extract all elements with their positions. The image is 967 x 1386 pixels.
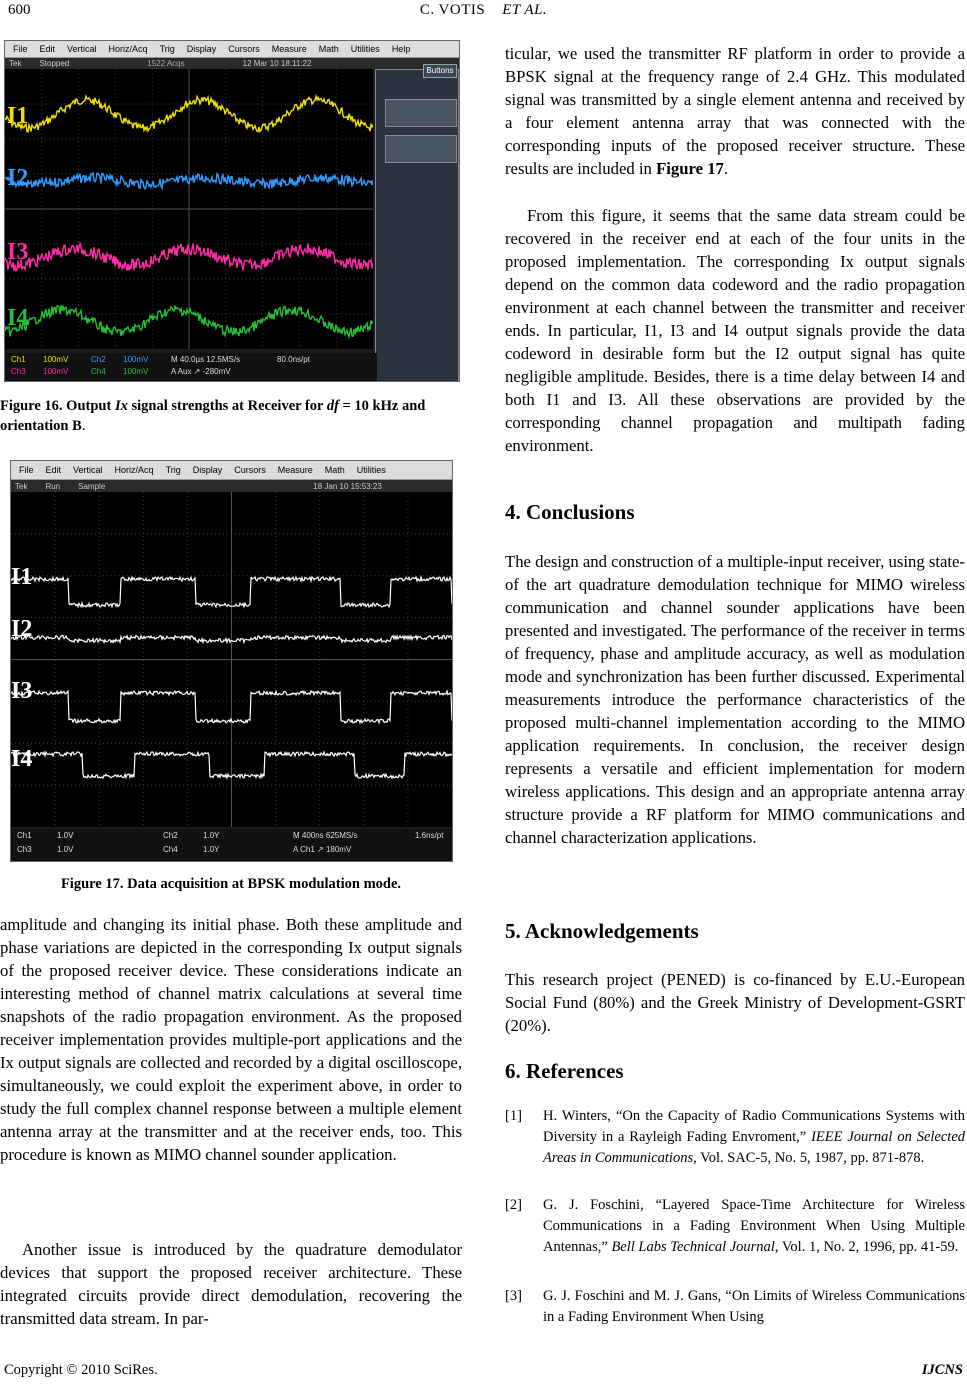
running-authors: C. VOTIS xyxy=(419,2,486,18)
conclusions-paragraph: The design and construction of a multiple-input receiver, using state-of the art quadrature demodulation technique for MIMO wireless communication and channel sounder applications have been presented and investigated. The performance of the receiver in terms of frequency, phase and amplitude accuracy, as well as modulation mode and synchronization has been further discussed. Experimental measurements introduce the performance characteristics of the proposed multi-channel implementation according to the MIMO application requirements. In conclusion, the receiver design represents a versatile and efficient implementation for modern wireless applications. This design and an appropriate antenna array structure provide a RF platform for MIMO communications and channel characterization applications. xyxy=(505,552,965,847)
menu-file[interactable]: File xyxy=(19,465,34,475)
text-run: ticular, we used the transmitter RF platform in order to provide a BPSK signal at the frequency range of 2.4 GHz. This modulated signal was transmitted by a single element antenna and received by a four element antenna array that was connected with the corresponding inputs of the proposed receiver structure. These results are included in xyxy=(505,44,965,178)
menu-trig[interactable]: Trig xyxy=(159,44,175,54)
readout-ch2: Ch2 xyxy=(91,355,106,364)
page-header xyxy=(0,0,967,26)
section-heading-conclusions: 4. Conclusions xyxy=(505,500,635,524)
menu-display[interactable]: Display xyxy=(192,465,223,475)
trace-label-i4: I4 xyxy=(11,746,33,772)
readout-timebase: M 40.0µs 12.5MS/s xyxy=(171,355,241,364)
reference-number: [2] xyxy=(505,1197,522,1213)
figure-17-oscilloscope xyxy=(10,460,453,862)
left-paragraph-2: Another issue is introduced by the quadrature demodulator devices that support the proposed receiver architecture. These integrated circuits provide direct demodulation, recovering the transmitted data stream. In par- xyxy=(0,1240,462,1328)
menu-cursors[interactable]: Cursors xyxy=(228,44,260,54)
reference-number: [1] xyxy=(505,1108,522,1124)
text-run: G. J. Foschini, “Layered Space-Time Architecture for Wireless Communications in a Fading Environment When Using Multiple Antennas,” xyxy=(543,1197,965,1255)
running-etal: ET AL. xyxy=(502,2,548,18)
menu-utilities[interactable]: Utilities xyxy=(350,44,380,54)
trace-label-i2: I2 xyxy=(7,165,29,191)
reference-number: [3] xyxy=(505,1288,522,1304)
readout-ch1: Ch1 xyxy=(17,831,32,840)
right-paragraph-2: From this figure, it seems that the same data stream could be recovered in the receiver end at each of the four units in the proposed implementation. The corresponding Ix output signals depend on the common data codeword and the radio propagation environment at each channel between the transmitter and receiver ends. In particular, I1, I3 and I4 output signals provide the data codeword in desirable form but the I2 output signal has quite negligible amplitude. Besides, there is a time delay between I4 and both I1 and I3. All these observations are provided by the corresponding channel propagation and multipath fading environment. xyxy=(505,206,965,455)
readout-ch1-scale: 1.0V xyxy=(57,831,74,840)
menu-trig[interactable]: Trig xyxy=(165,465,181,475)
reference-1 xyxy=(505,1106,965,1169)
trace-label-i1: I1 xyxy=(11,564,33,590)
left-paragraph-1: amplitude and changing its initial phase. Both these amplitude and phase variations are depicted in the corresponding Ix output signals of the proposed receiver device. These considerations indicate an interesting method of channel matrix calculations at several time snapshots of the radio propagation environment. As the proposed receiver implementation provides multiple-port applications and the Ix output signals are collected and recorded by a digital oscilloscope, simultaneously, we could exploit the experiment above, in order to study the full complex channel response between a multiple element antenna array at the transmitter and at the receiver ends, too. This procedure is known as MIMO channel sounder application. xyxy=(0,915,462,1164)
menu-edit[interactable]: Edit xyxy=(45,465,62,475)
readout-ch2-scale: 1.0Y xyxy=(203,831,220,840)
reference-3 xyxy=(505,1286,965,1328)
section-heading-references: 6. References xyxy=(505,1059,624,1083)
caption-part: df xyxy=(326,398,339,414)
trace-label-i3: I3 xyxy=(7,239,29,265)
side-button-1[interactable] xyxy=(385,99,457,127)
scope-readout xyxy=(5,353,377,381)
scope-readout xyxy=(11,829,452,861)
figure-16-oscilloscope xyxy=(4,40,460,382)
readout-ch3-scale: 100mV xyxy=(43,367,69,376)
trace-label-i1: I1 xyxy=(7,103,29,129)
footer-journal: IJCNS xyxy=(921,1362,963,1378)
buttons-button[interactable]: Buttons xyxy=(423,64,457,78)
right-paragraph-1 xyxy=(505,42,965,180)
readout-sample: 1.6ns/pt xyxy=(415,831,444,840)
menu-cursors[interactable]: Cursors xyxy=(234,465,266,475)
readout-trigger: A Aux ↗ -280mV xyxy=(171,367,231,376)
menu-measure[interactable]: Measure xyxy=(271,44,307,54)
scope-acqs: 1522 Acqs xyxy=(147,59,185,68)
text-run: , Vol. 1, No. 2, 1996, pp. 41-59. xyxy=(774,1239,959,1255)
scope-time: 18 Jan 10 15:53:23 xyxy=(313,481,382,491)
figure-16-caption xyxy=(0,396,462,436)
menu-edit[interactable]: Edit xyxy=(39,44,56,54)
reference-text xyxy=(543,1106,965,1169)
scope-mode: Sample xyxy=(78,481,106,491)
scope-status-bar xyxy=(5,58,459,69)
readout-ch3-scale: 1.0V xyxy=(57,845,74,854)
menu-help[interactable]: Help xyxy=(391,44,411,54)
menu-display[interactable]: Display xyxy=(186,44,217,54)
scope-brand: Tek xyxy=(15,481,28,491)
scope-brand: Tek xyxy=(9,59,22,68)
page-number: 600 xyxy=(8,2,31,18)
scope-state: Run xyxy=(45,481,61,491)
trace-label-i2: I2 xyxy=(11,616,33,642)
readout-ch4: Ch4 xyxy=(91,367,106,376)
scope-state: Stopped xyxy=(39,59,70,68)
acknowledgements-paragraph: This research project (PENED) is co-financed by E.U.-European Social Fund (80%) and the Greek Ministry of Development-GSRT (20%). xyxy=(505,970,965,1035)
menu-horiz-acq[interactable]: Horiz/Acq xyxy=(108,44,148,54)
scope-time: 12 Mar 10 18:11:22 xyxy=(242,59,312,68)
readout-ch1: Ch1 xyxy=(11,355,26,364)
scope-screen xyxy=(5,69,373,349)
menu-vertical[interactable]: Vertical xyxy=(73,465,103,475)
menu-file[interactable]: File xyxy=(13,44,28,54)
scope-status-bar xyxy=(11,480,452,492)
menu-utilities[interactable]: Utilities xyxy=(356,465,386,475)
running-title xyxy=(0,2,967,19)
scope-screen xyxy=(11,492,452,827)
reference-text: G. J. Foschini and M. J. Gans, “On Limits of Wireless Communications in a Fading Environment When Using xyxy=(543,1288,965,1325)
section-heading-acknowledgements: 5. Acknowledgements xyxy=(505,919,699,943)
trace-label-i4: I4 xyxy=(7,305,29,331)
menu-math[interactable]: Math xyxy=(318,44,339,54)
reference-text xyxy=(543,1195,965,1258)
caption-part: . xyxy=(81,418,86,434)
caption-part: = 10 kHz and orientation B xyxy=(0,398,426,434)
readout-sample: 80.0ns/pt xyxy=(277,355,310,364)
reference-2 xyxy=(505,1195,965,1258)
side-button-2[interactable] xyxy=(385,135,457,163)
waveform-display xyxy=(11,492,452,827)
menu-math[interactable]: Math xyxy=(324,465,345,475)
trace-label-i3: I3 xyxy=(11,678,33,704)
caption-part: Figure 16. Output xyxy=(0,398,115,414)
text-run: , Vol. SAC-5, No. 5, 1987, pp. 871-878. xyxy=(693,1150,925,1166)
journal-name: IEEE Journal on Selected Areas in Communications xyxy=(543,1129,966,1166)
menu-vertical[interactable]: Vertical xyxy=(67,44,97,54)
readout-timebase: M 400ns 625MS/s xyxy=(293,831,358,840)
readout-ch2: Ch2 xyxy=(163,831,178,840)
scope-menu-bar xyxy=(5,41,459,58)
journal-name: Bell Labs Technical Journal xyxy=(611,1239,775,1255)
waveform-display xyxy=(5,69,373,349)
readout-ch4-scale: 100mV xyxy=(123,367,149,376)
text-run: H. Winters, “On the Capacity of Radio Communications Systems with Diversity in a Rayleigh Fading Envroment,” xyxy=(543,1108,965,1145)
menu-horiz-acq[interactable]: Horiz/Acq xyxy=(114,465,154,475)
caption-part: signal strengths at Receiver for xyxy=(127,398,327,414)
scope-menu-bar xyxy=(11,461,452,480)
readout-trigger: A Ch1 ↗ 180mV xyxy=(293,845,352,854)
readout-ch4: Ch4 xyxy=(163,845,178,854)
readout-ch2-scale: 100mV xyxy=(123,355,149,364)
figure-17-caption: Figure 17. Data acquisition at BPSK modulation mode. xyxy=(60,876,402,892)
readout-ch3: Ch3 xyxy=(11,367,26,376)
text-run: . xyxy=(723,159,729,178)
figure-17-link[interactable]: Figure 17 xyxy=(656,159,724,178)
footer-copyright: Copyright © 2010 SciRes. xyxy=(4,1362,158,1378)
caption-part: Ix xyxy=(114,398,128,414)
menu-measure[interactable]: Measure xyxy=(277,465,313,475)
readout-ch1-scale: 100mV xyxy=(43,355,69,364)
readout-ch3: Ch3 xyxy=(17,845,32,854)
readout-ch4-scale: 1.0Y xyxy=(203,845,220,854)
